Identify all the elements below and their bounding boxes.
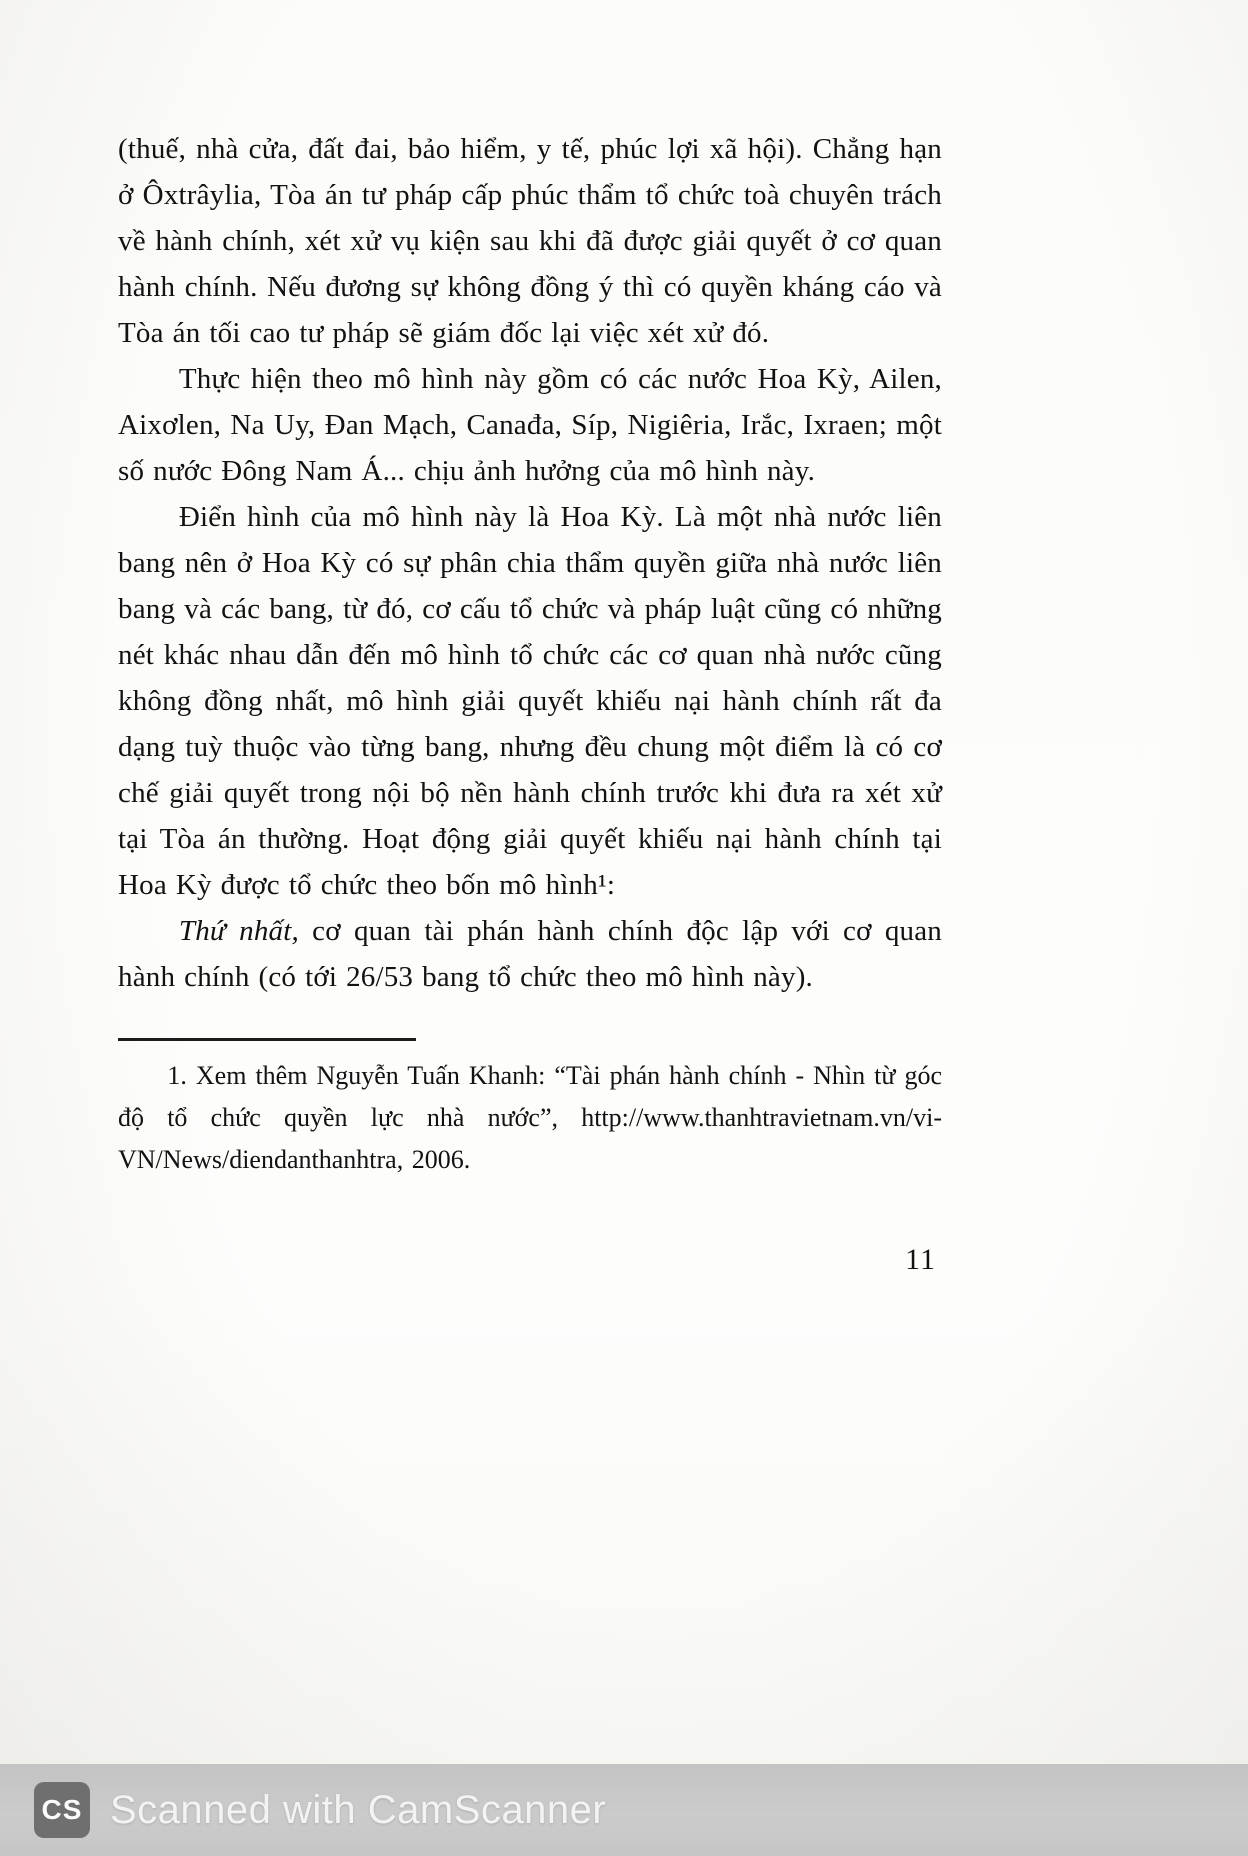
paragraph-body-text: cơ quan tài phán hành chính độc lập với cơ quan hành chính (có tới 26/53 bang tổ chức theo mô hình này). [118,915,943,993]
footnote-text: 1. Xem thêm Nguyễn Tuấn Khanh: “Tài phán hành chính - Nhìn từ góc độ tổ chức quyền lực nhà nước”, http://www.thanhtravietnam.vn/vi-VN/News/diendanthanhtra, 2006. [118,1061,942,1174]
body-paragraph-1: (thuế, nhà cửa, đất đai, bảo hiểm, y tế, phúc lợi xã hội). Chẳng hạn ở Ôxtrâylia, Tòa án tư pháp cấp phúc thẩm tổ chức toà chuyên trách về hành chính, xét xử vụ kiện sau khi đã được giải quyết ở cơ quan hành chính. Nếu đương sự không đồng ý thì có quyền kháng cáo và Tòa án tối cao tư pháp sẽ giám đốc lại việc xét xử đó. [118,133,942,349]
camscanner-watermark-bar [0,1764,1248,1856]
camscanner-watermark-label: Scanned with CamScanner [110,1787,607,1832]
camscanner-logo-icon: CS [34,1782,90,1838]
paragraph-lead-italic: Thứ nhất, [178,915,299,947]
page-number: 11 [905,1243,936,1276]
footnote-separator-rule [118,1038,416,1041]
page-text-block [118,126,942,1277]
body-paragraph-4 [118,908,942,1000]
body-paragraph-3: Điển hình của mô hình này là Hoa Kỳ. Là một nhà nước liên bang nên ở Hoa Kỳ có sự phân chia thẩm quyền giữa nhà nước liên bang và các bang, từ đó, cơ cấu tổ chức và pháp luật cũng có những nét khác nhau dẫn đến mô hình tổ chức các cơ quan nhà nước cũng không đồng nhất, mô hình giải quyết khiếu nại hành chính rất đa dạng tuỳ thuộc vào từng bang, nhưng đều chung một điểm là có cơ chế giải quyết trong nội bộ nền hành chính trước khi đưa ra xét xử tại Tòa án thường. Hoạt động giải quyết khiếu nại hành chính tại Hoa Kỳ được tổ chức theo bốn mô hình¹: [118,501,942,901]
body-paragraph-2: Thực hiện theo mô hình này gồm có các nước Hoa Kỳ, Ailen, Aixơlen, Na Uy, Đan Mạch, Canađa, Síp, Nigiêria, Irắc, Ixraen; một số nước Đông Nam Á... chịu ảnh hưởng của mô hình này. [118,363,942,487]
